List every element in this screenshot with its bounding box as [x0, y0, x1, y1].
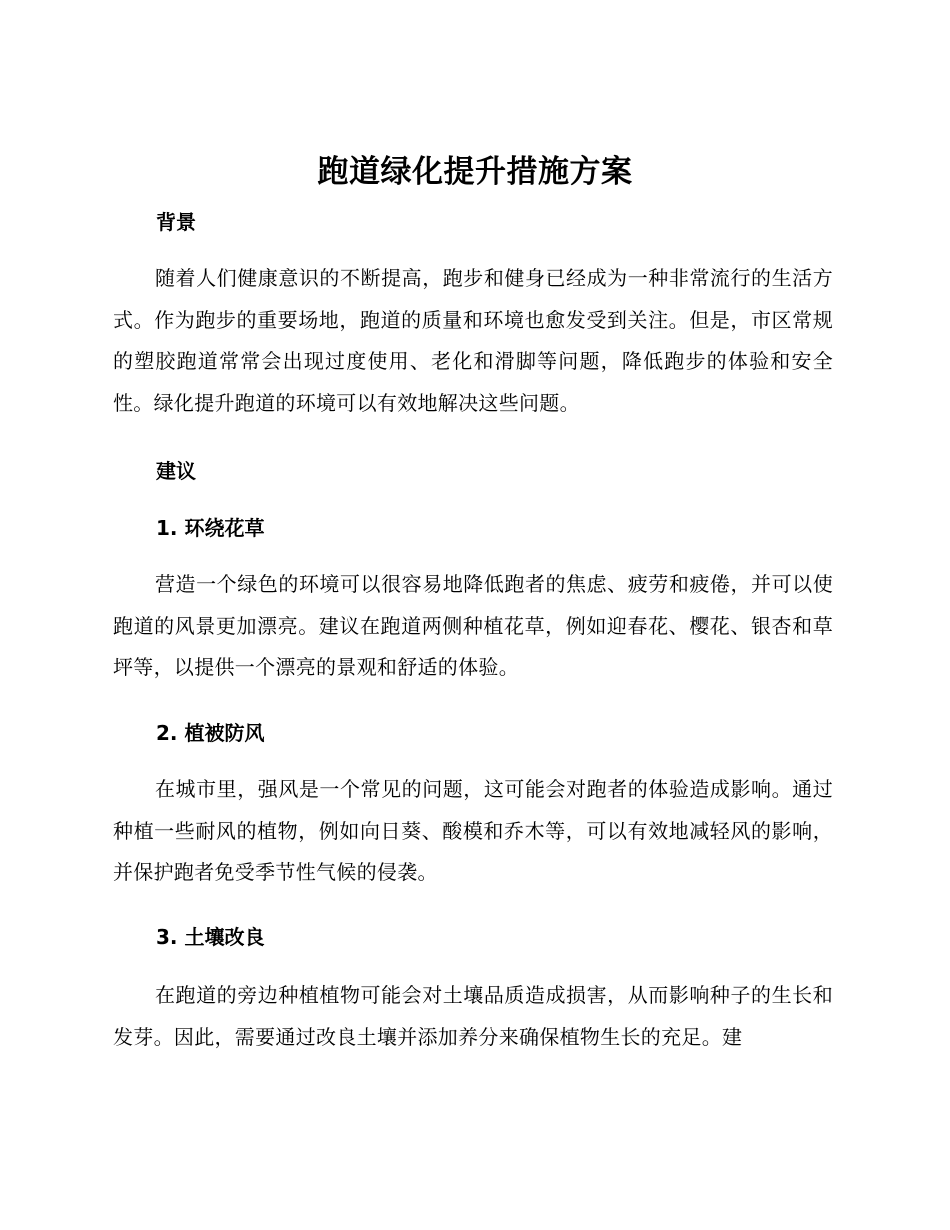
paragraph-item-1: 营造一个绿色的环境可以很容易地降低跑者的焦虑、疲劳和疲倦，并可以使跑道的风景更加漂亮。建议在跑道两侧种植花草，例如迎春花、樱花、银杏和草坪等，以提供一个漂亮的景观和舒适的体验。 — [113, 572, 833, 679]
item-heading-2: 2. 植被防风 — [156, 721, 265, 745]
document-title: 跑道绿化提升措施方案 — [317, 154, 633, 190]
paragraph-background: 随着人们健康意识的不断提高，跑步和健身已经成为一种非常流行的生活方式。作为跑步的重要场地，跑道的质量和环境也愈发受到关注。但是，市区常规的塑胶跑道常常会出现过度使用、老化和滑脚等问题，降低跑步的体验和安全性。绿化提升跑道的环境可以有效地解决这些问题。 — [113, 266, 833, 415]
paragraph-item-3: 在跑道的旁边种植植物可能会对土壤品质造成损害，从而影响种子的生长和发芽。因此，需要通过改良土壤并添加养分来确保植物生长的充足。建 — [113, 983, 833, 1049]
item-heading-3: 3. 土壤改良 — [156, 925, 265, 949]
section-heading-background: 背景 — [156, 210, 196, 234]
paragraph-item-2: 在城市里，强风是一个常见的问题，这可能会对跑者的体验造成影响。通过种植一些耐风的植物，例如向日葵、酸模和乔木等，可以有效地减轻风的影响，并保护跑者免受季节性气候的侵袭。 — [113, 777, 833, 884]
item-heading-1: 1. 环绕花草 — [156, 516, 265, 540]
section-heading-suggestions: 建议 — [156, 459, 196, 483]
